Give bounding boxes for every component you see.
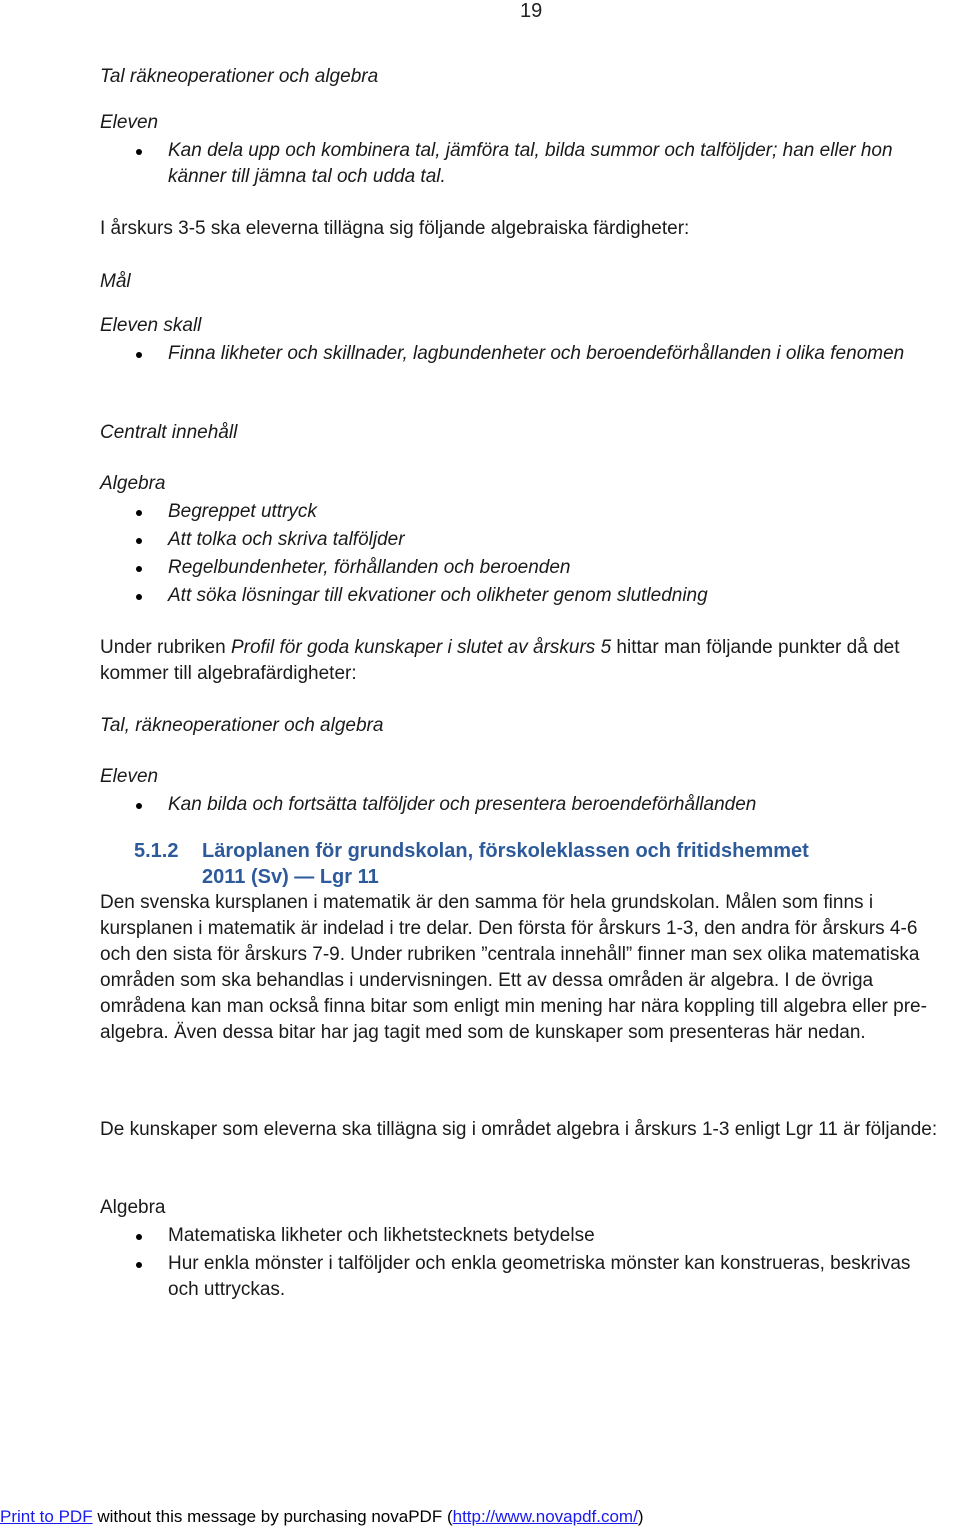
- list-item: Hur enkla mönster i talföljder och enkla geometriska mönster kan konstrueras, beskrivas och uttryckas.: [100, 1251, 940, 1303]
- body-paragraph: Den svenska kursplanen i matematik är den samma för hela grundskolan. Målen som finns i kursplanen i matematik är indelad i tre delar. Den första för årskurs 1-3, den andra för årskurs 4-6 och den sista för årskurs 7-9. Under rubriken ”centrala innehåll” finner man sex olika matematiska områden som ska behandlas i undervisningen. Ett av dessa områden är algebra. I de övriga områdena kan man också finna bitar som enligt min mening har nära koppling till algebra eller pre-algebra. Även dessa bitar har jag tagit med som de kunskaper som presenteras här nedan.: [100, 892, 927, 1043]
- algebra-bullet-list: [100, 499, 940, 611]
- sec2-bullet-list: [100, 792, 940, 820]
- footer: [0, 1507, 643, 1527]
- page-number: 19: [520, 0, 543, 22]
- algebra2-heading: Algebra: [100, 1197, 166, 1218]
- footer-text: without this message by purchasing novaPDF (: [92, 1507, 453, 1526]
- sec1-bullet-list: [100, 138, 940, 192]
- rubrik-profile: Profil för goda kunskaper i slutet av årskurs 5: [230, 637, 612, 658]
- list-item: Finna likheter och skillnader, lagbundenheter och beroendeförhållanden i olika fenomen: [100, 341, 940, 367]
- list-item: Att tolka och skriva talföljder: [100, 527, 940, 553]
- heading-line2: 2011 (Sv) — Lgr 11: [202, 866, 379, 888]
- list-item: Att söka lösningar till ekvationer och olikheter genom slutledning: [100, 583, 940, 609]
- list-item: Kan bilda och fortsätta talföljder och presentera beroendeförhållanden: [100, 792, 940, 818]
- intro-text: I årskurs 3-5 ska eleverna tillägna sig följande algebraiska färdigheter:: [100, 218, 690, 239]
- list-item: Regelbundenheter, förhållanden och beroenden: [100, 555, 940, 581]
- centralt-heading: Centralt innehåll: [100, 422, 238, 443]
- heading-line1: Läroplanen för grundskolan, förskoleklassen och fritidshemmet: [202, 840, 809, 862]
- algebra-heading: Algebra: [100, 473, 166, 494]
- mal-bullet-list: [100, 341, 940, 369]
- footer-text-end: ): [637, 1507, 644, 1526]
- eleven-skall-label: Eleven skall: [100, 315, 202, 336]
- print-to-pdf-link[interactable]: Print to PDF: [0, 1507, 93, 1526]
- algebra2-bullet-list: [100, 1223, 940, 1305]
- eleven-label: Eleven: [100, 112, 159, 133]
- heading-number: 5.1.2: [134, 840, 179, 862]
- eleven2-label: Eleven: [100, 766, 159, 787]
- list-item: Matematiska likheter och likhetstecknets betydelse: [100, 1223, 940, 1249]
- section-heading: [134, 838, 954, 890]
- section-title: Tal räkneoperationer och algebra: [100, 66, 379, 87]
- rubrik-paragraph: [100, 635, 940, 687]
- list-item: Kan dela upp och kombinera tal, jämföra tal, bilda summor och talföljder; han eller hon känner till jämna tal och udda tal.: [100, 138, 940, 190]
- rubrik-text-c: hittar man följande punkter då det kommer till algebrafärdigheter:: [100, 637, 900, 684]
- section2-title: Tal, räkneoperationer och algebra: [100, 715, 384, 736]
- list-item: Begreppet uttryck: [100, 499, 940, 525]
- kunskaper-paragraph: De kunskaper som eleverna ska tillägna sig i området algebra i årskurs 1-3 enligt Lgr 11 är följande:: [100, 1119, 938, 1140]
- mal-heading: Mål: [100, 271, 131, 292]
- novapdf-link[interactable]: http://www.novapdf.com/: [452, 1507, 638, 1526]
- rubrik-text-a: Under rubriken: [100, 637, 231, 658]
